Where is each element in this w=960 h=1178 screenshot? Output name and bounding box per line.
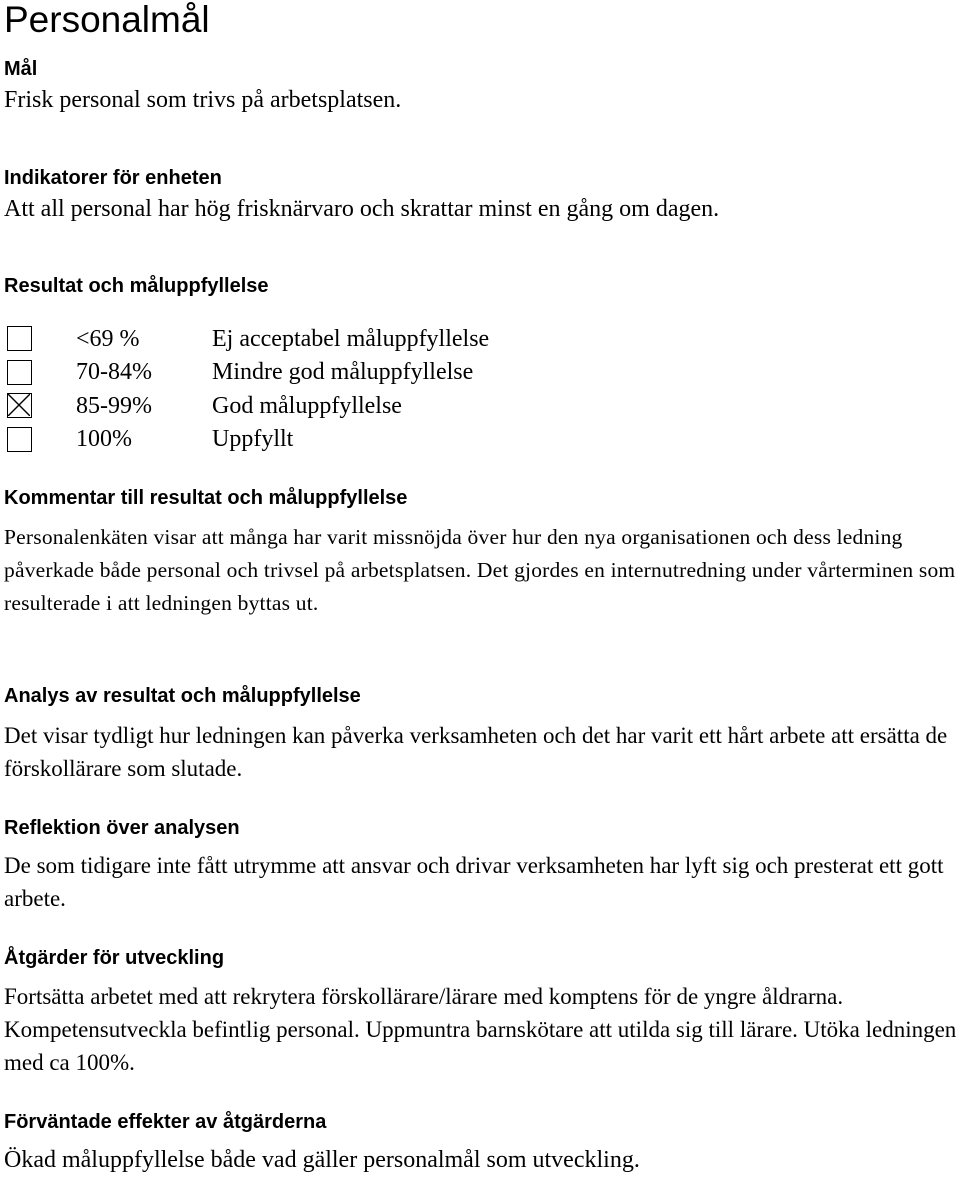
checkbox-unchecked-4[interactable]: [7, 427, 32, 452]
page-title: Personalmål: [4, 0, 210, 40]
goal-heading: Mål: [4, 58, 38, 80]
reflection-text: De som tidigare inte fått utrymme att ansvar och drivar verksamheten har lyft sig och presterat ett gott arbete.: [4, 853, 944, 911]
checkbox-unchecked-2[interactable]: [7, 360, 32, 385]
goal-text: Frisk personal som trivs på arbetsplatsen.: [4, 87, 402, 113]
analysis-text: Det visar tydligt hur ledningen kan påverka verksamheten och det har varit ett hårt arbete att ersätta de förskollärare som slutade.: [4, 723, 948, 781]
result-range: 85-99%: [76, 393, 152, 419]
actions-text: Fortsätta arbetet med att rekrytera förskollärare/lärare med komptens för de yngre åldrarna. Kompetensutveckla befintlig personal. Uppmuntra barnskötare att utilda sig till lärare. Utöka ledningen med ca 100%.: [4, 984, 957, 1075]
checkbox-unchecked-1[interactable]: [7, 326, 32, 351]
indicators-heading: Indikatorer för enheten: [4, 167, 222, 189]
result-range: <69 %: [76, 326, 140, 352]
result-label: Uppfyllt: [212, 426, 294, 452]
actions-heading: Åtgärder för utveckling: [4, 947, 225, 969]
result-label: God måluppfyllelse: [212, 393, 402, 419]
indicators-text: Att all personal har hög frisknärvaro och skrattar minst en gång om dagen.: [4, 196, 720, 222]
results-heading: Resultat och måluppfyllelse: [4, 275, 269, 297]
effects-text: Ökad måluppfyllelse både vad gäller personalmål som utveckling.: [4, 1147, 640, 1173]
effects-heading: Förväntade effekter av åtgärderna: [4, 1111, 327, 1133]
checkbox-checked[interactable]: [7, 393, 32, 418]
comment-heading: Kommentar till resultat och måluppfyllelse: [4, 487, 408, 509]
x-mark-icon: [8, 394, 30, 416]
result-range: 70-84%: [76, 359, 152, 385]
result-label: Mindre god måluppfyllelse: [212, 359, 474, 385]
analysis-heading: Analys av resultat och måluppfyllelse: [4, 685, 361, 707]
result-label: Ej acceptabel måluppfyllelse: [212, 326, 490, 352]
result-range: 100%: [76, 426, 132, 452]
reflection-heading: Reflektion över analysen: [4, 817, 240, 839]
comment-text: Personalenkäten visar att många har varit missnöjda över hur den nya organisationen och dess ledning påverkade både personal och trivsel på arbetsplatsen. Det gjordes en internutredning under vårterminen som resulterade i att ledningen byttas ut.: [4, 525, 956, 615]
